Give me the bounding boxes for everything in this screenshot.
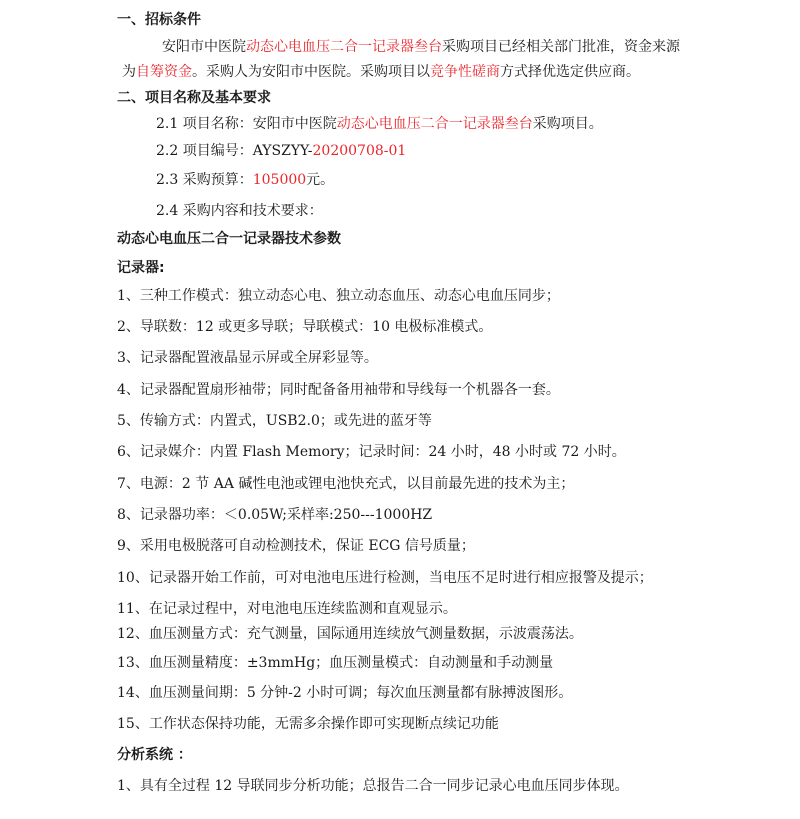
analysis-heading: 分析系统 ：: [117, 747, 192, 763]
highlight-budget: 105000: [252, 172, 307, 188]
highlight-project-number: 20200708-01: [312, 143, 407, 159]
spec-item: 5、传输方式：内置式，USB2.0；或先进的蓝牙等: [117, 413, 432, 429]
section-heading-project-requirements: 二、项目名称及基本要求: [117, 90, 271, 106]
text: 采购项目。: [532, 116, 603, 132]
spec-item: 9、采用电极脱落可自动检测技术，保证 ECG 信号质量；: [117, 538, 475, 554]
highlight-project-name: 动态心电血压二合一记录器叁台: [336, 116, 533, 132]
spec-item: 10、记录器开始工作前，可对电池电压进行检测，当电压不足时进行相应报警及提示；: [117, 570, 653, 586]
text: 安阳市中医院: [162, 39, 246, 55]
spec-item: 8、记录器功率：＜0.05W;采样率:250---1000HZ: [117, 507, 433, 523]
analysis-item: 1、具有全过程 12 导联同步分析功能；总报告二合一同步记录心电血压同步体现。: [117, 778, 629, 794]
spec-item: 2、导联数：12 或更多导联；导联模式：10 电极标准模式。: [117, 319, 493, 335]
spec-item: 7、电源：2 节 AA 碱性电池或锂电池快充式，以目前最先进的技术为主；: [117, 476, 575, 492]
highlight-funding: 自筹资金: [136, 64, 192, 80]
text: 2.1 项目名称：安阳市中医院: [156, 116, 337, 132]
text: 2.2 项目编号：AYSZYY-: [156, 143, 313, 159]
spec-item: 14、血压测量间期：5 分钟-2 小时可调；每次血压测量都有脉搏波图形。: [117, 685, 573, 701]
text: 2.3 采购预算：: [156, 172, 253, 188]
text: 元。: [306, 172, 335, 188]
spec-item: 6、记录媒介：内置 Flash Memory；记录时间：24 小时，48 小时或 72 小时。: [117, 444, 626, 460]
item-content-requirements: 2.4 采购内容和技术要求：: [156, 203, 323, 219]
recorder-heading: 记录器:: [117, 260, 165, 276]
text: 为: [122, 64, 136, 80]
item-project-name: [156, 114, 603, 134]
text: 。采购人为安阳市中医院。采购项目以: [192, 64, 430, 80]
paragraph-tender-line-2: [122, 62, 640, 82]
text: 采购项目已经相关部门批准，资金来源: [442, 39, 680, 55]
spec-item: 13、血压测量精度：±3mmHg；血压测量模式：自动测量和手动测量: [117, 655, 554, 671]
text: 方式择优选定供应商。: [500, 64, 640, 80]
section-heading-tender-conditions: 一、招标条件: [117, 12, 201, 28]
spec-item: 4、记录器配置扇形袖带；同时配备备用袖带和导线每一个机器各一套。: [117, 382, 560, 398]
paragraph-tender-line-1: [162, 37, 680, 57]
item-budget: [156, 170, 334, 190]
spec-item: 12、血压测量方式：充气测量，国际通用连续放气测量数据，示波震荡法。: [117, 626, 583, 642]
spec-item: 1、三种工作模式：独立动态心电、独立动态血压、动态心电血压同步；: [117, 288, 560, 304]
spec-item: 11、在记录过程中，对电池电压连续监测和直观显示。: [117, 601, 457, 617]
spec-item: 3、记录器配置液晶显示屏或全屏彩显等。: [117, 350, 378, 366]
highlight-method: 竞争性磋商: [430, 64, 500, 80]
param-title: 动态心电血压二合一记录器技术参数: [117, 231, 341, 247]
spec-item: 15、工作状态保持功能，无需多余操作即可实现断点续记功能: [117, 716, 499, 732]
highlight-project-name: 动态心电血压二合一记录器叁台: [246, 39, 442, 55]
item-project-number: [156, 141, 406, 161]
